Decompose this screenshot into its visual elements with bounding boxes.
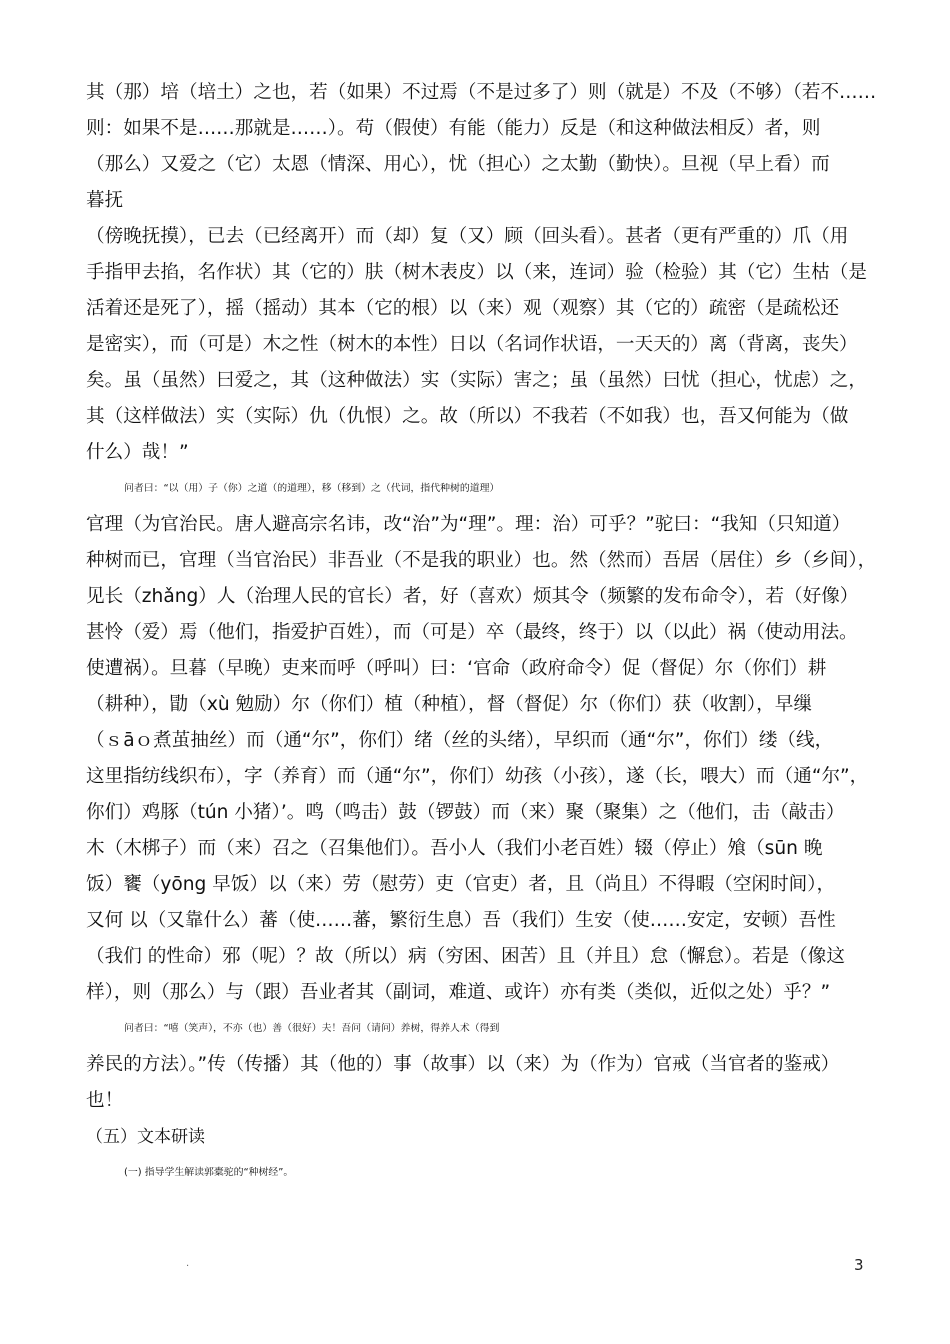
text-line: 则：如果不是……那就是……）。苟（假使）有能（能力）反是（和这种做法相反）者，则 [86,118,821,139]
text-line: (一) 指导学生解读郭橐驼的“种树经”。 [124,1167,294,1178]
text-line: 活着还是死了），摇（摇动）其本（它的根）以（来）观（观察）其（它的）疏密（是疏松还 [86,298,840,319]
text-line: 使遭祸）。旦暮（早晚）吏来而呼（呼叫）曰：‘官命（政府命令）促（督促）尔（你们）耕 [86,658,827,679]
text-line: 什么）哉！” [86,442,189,463]
text-line: （傍晚抚摸），已去（已经离开）而（却）复（又）顾（回头看）。甚者（更有严重的）爪（用 [86,226,849,247]
text-line: 手指甲去掐，名作状）其（它的）肤（树木表皮）以（来，连词）验（检验）其（它）生枯（是 [86,262,867,283]
page-number: 3 [854,1256,864,1274]
text-line: 样），则（那么）与（跟）吾业者其（副词，难道、或许）亦有类（类似，近似之处）乎？” [86,982,831,1003]
text-line: 木（木梆子）而（来）召之（召集他们）。吾小人（我们小老百姓）辍（停止）飧（sūn 晚 [86,838,823,859]
text-line: 养民的方法）。”传（传播）其（他的）事（故事）以（来）为（作为）官戒（当官者的鉴戒） [86,1054,840,1075]
footer-dot: . [186,1258,190,1269]
text-line: 也！ [86,1090,124,1111]
text-line: 问者曰：“嘻（笑声），不亦（也）善（很好）夫！吾问（请问）养树，得养人术（得到 [124,1023,500,1034]
text-line: 其（那）培（培土）之也，若（如果）不过焉（不是过多了）则（就是）不及（不够）（若不…… [86,82,877,103]
text-line: （ｓāｏ煮茧抽丝）而（通“尔”，你们）绪（丝的头绪），早织而（通“尔”，你们）缕（线， [86,730,834,751]
text-line: 种树而已，官理（当官治民）非吾业（不是我的职业）也。然（然而）吾居（居住）乡（乡间）， [86,550,877,571]
text-line: 你们）鸡豚（tún 小猪）’。鸣（鸣击）鼓（锣鼓）而（来）聚（聚集）之（他们，击（敲击） [86,802,845,823]
text-line: 是密实），而（可是）木之性（树木的本性）日以（名词作状语，一天天的）离（背离，丧失） [86,334,858,355]
text-line: （耕种），勖（xù 勉励）尔（你们）植（种植），督（督促）尔（你们）获（收割），早缫 [86,694,812,715]
text-line: 其（这样做法）实（实际）仇（仇恨）之。故（所以）不我若（不如我）也，吾又何能为（做 [86,406,849,427]
text-line: （我们 的性命）邪（呢）？故（所以）病（穷困、困苦）且（并且）怠（懈怠）。若是（像这 [86,946,845,967]
text-line: （五）文本研读 [86,1127,205,1147]
text-line: 问者曰：“以（用）子（你）之道（的道理），移（移到）之（代词，指代种树的道理） [124,483,500,494]
text-line: 饭）饔（yōng 早饭）以（来）劳（慰劳）吏（官吏）者，且（尚且）不得暇（空闲时间）， [86,874,836,895]
text-line: 矣。虽（虽然）曰爱之，其（这种做法）实（实际）害之；虽（虽然）曰忧（担心，忧虑）之， [86,370,867,391]
text-line: 暮抚 [86,190,124,211]
text-line: 又何 以（又靠什么）蕃（使……蕃，繁衍生息）吾（我们）生安（使……安定，安顿）吾性 [86,910,836,931]
text-line: 这里指纺线织布），字（养育）而（通“尔”，你们）幼孩（小孩），遂（长，喂大）而（通“尔”， [86,766,869,787]
text-line: 见长（zhǎng）人（治理人民的官长）者，好（喜欢）烦其令（频繁的发布命令），若（好像） [86,586,859,607]
text-line: 甚怜（爱）焉（他们，指爱护百姓），而（可是）卒（最终，终于）以（以此）祸（使动用法。 [86,622,858,643]
text-line: （那么）又爱之（它）太恩（情深、用心），忧（担心）之太勤（勤快）。旦视（早上看）而 [86,154,830,175]
text-line: 官理（为官治民。唐人避高宗名讳，改“治”为“理”。理：治）可乎？”驼曰：“我知（只知道） [86,514,851,535]
